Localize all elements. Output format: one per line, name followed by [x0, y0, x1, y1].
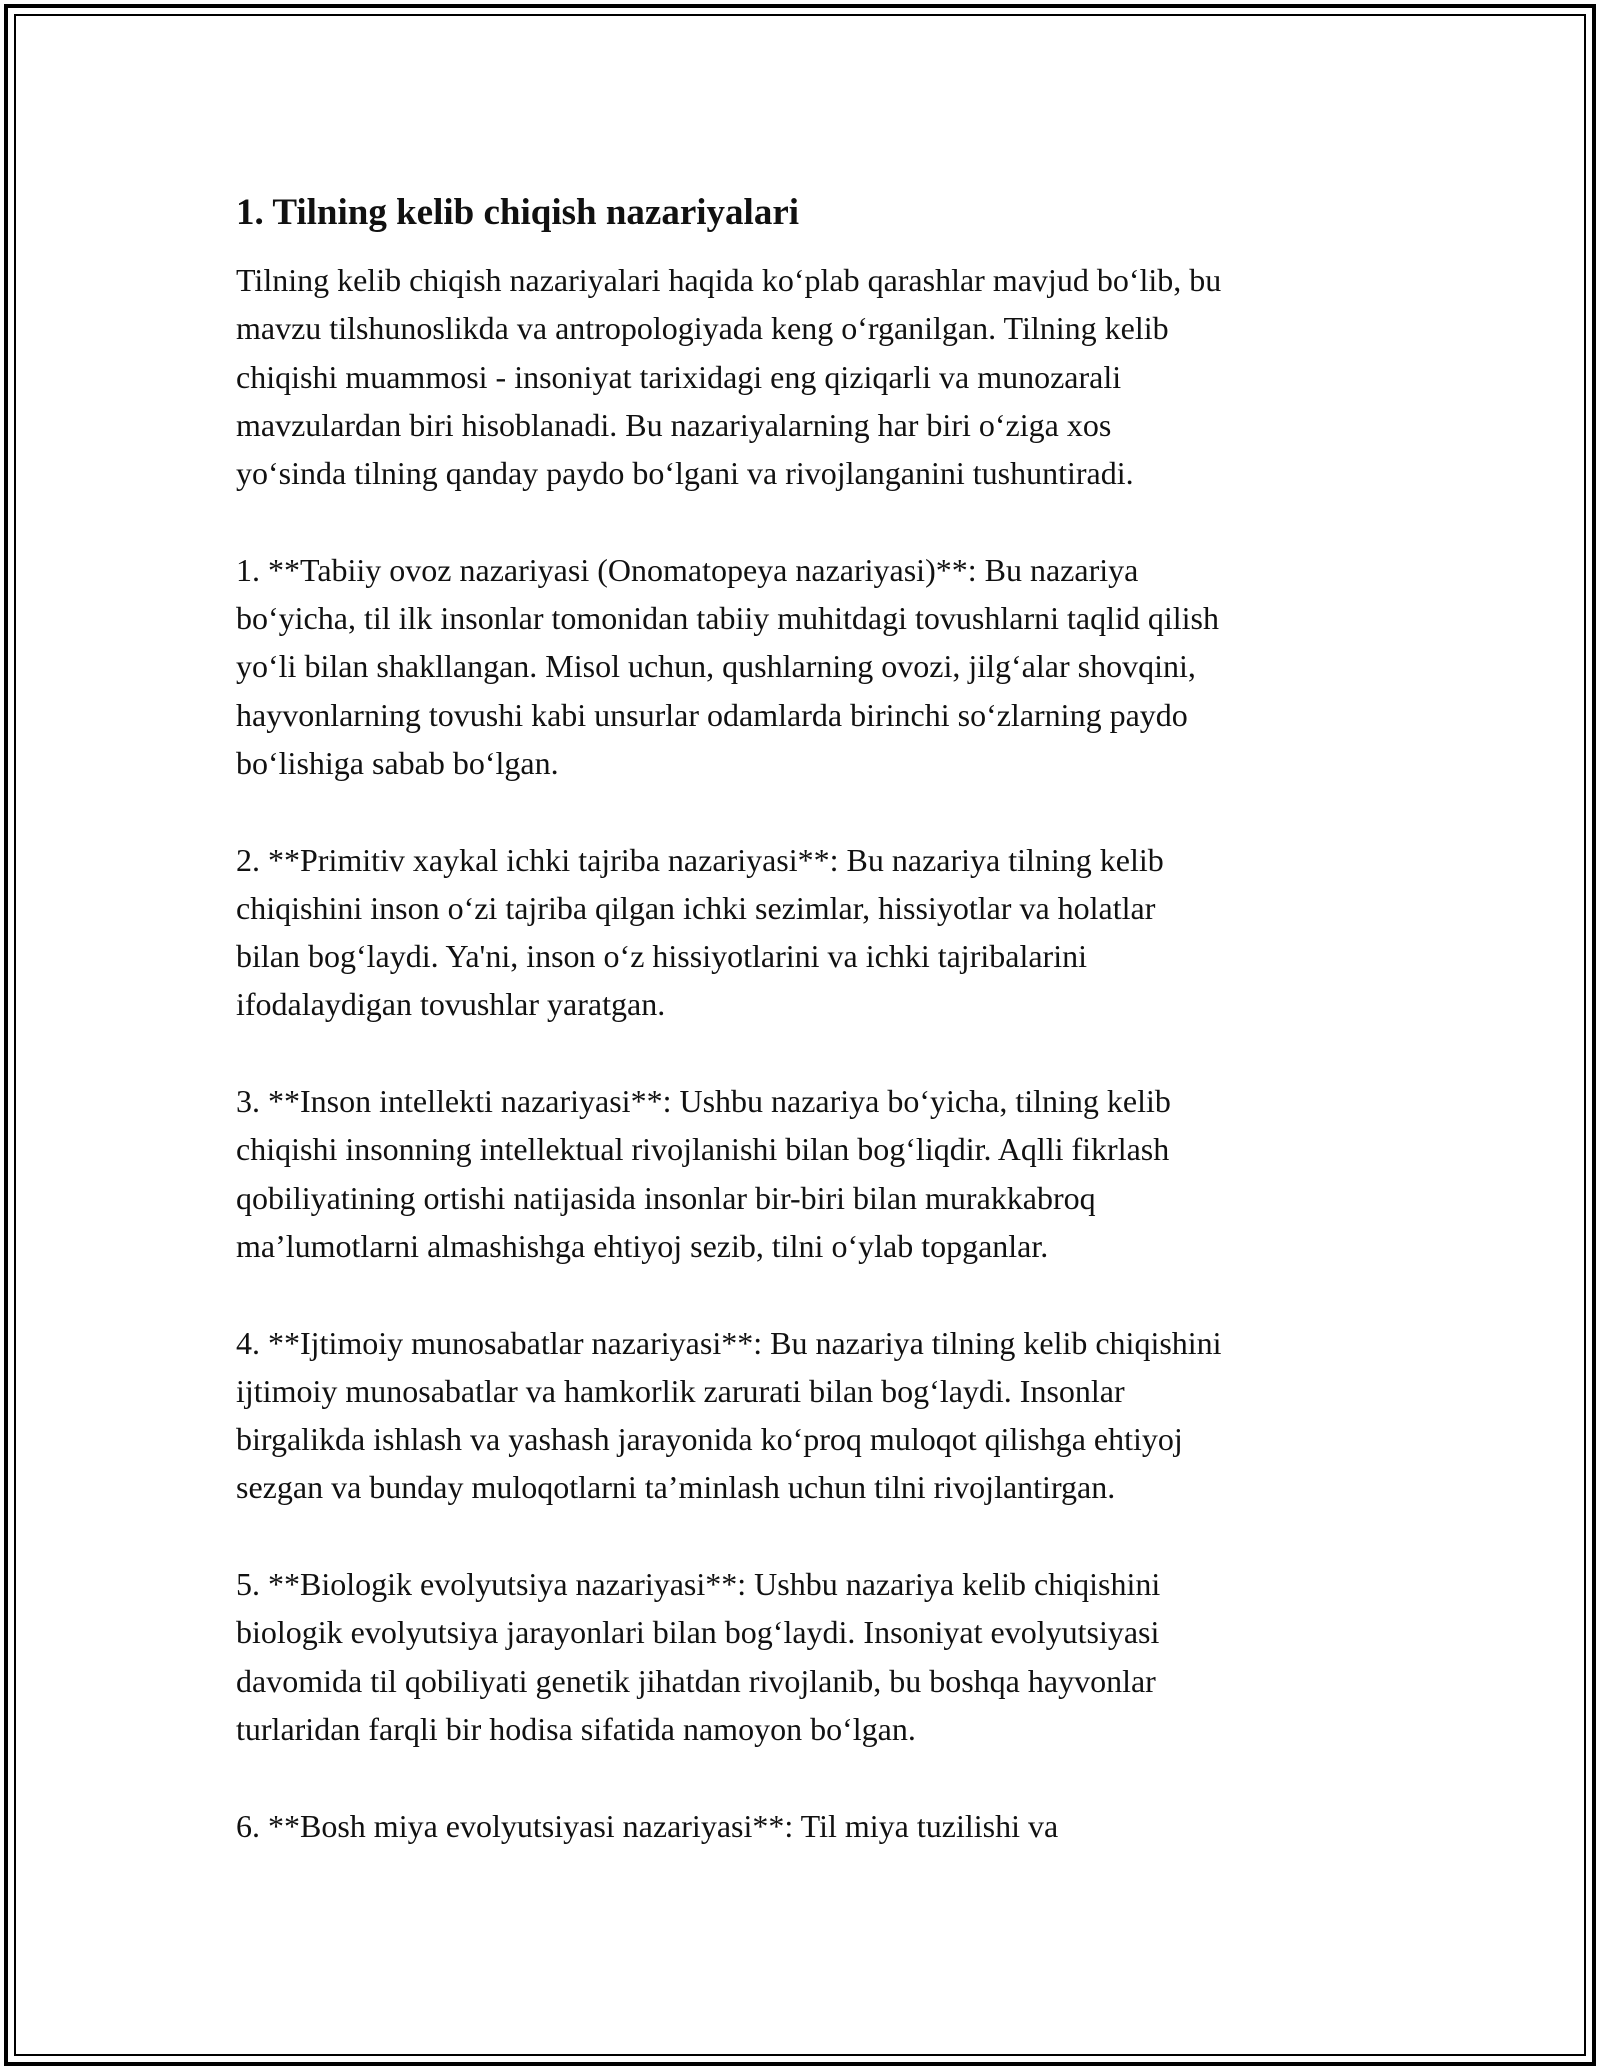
theory-paragraph-2: [236, 836, 1386, 1029]
theory-paragraph-6: [236, 1802, 1386, 1850]
text-line: biologik evolyutsiya jarayonlari bilan bog‘laydi. Insoniyat evolyutsiyasi: [236, 1614, 1160, 1651]
paragraph-gap: [236, 497, 1386, 545]
text-line: 2. **Primitiv xaykal ichki tajriba nazariyasi**: Bu nazariya tilning kelib: [236, 841, 1164, 878]
text-line: 4. **Ijtimoiy munosabatlar nazariyasi**: Bu nazariya tilning kelib chiqishini: [236, 1324, 1222, 1361]
paragraph-gap: [236, 1270, 1386, 1318]
text-line: yo‘sinda tilning qanday paydo bo‘lgani va rivojlanganini tushuntiradi.: [236, 455, 1134, 492]
text-line: chiqishi insonning intellektual rivojlanishi bilan bog‘liqdir. Aqlli fikrlash: [236, 1131, 1170, 1168]
theory-paragraph-3: [236, 1077, 1386, 1270]
text-line: turlaridan farqli bir hodisa sifatida namoyon bo‘lgan.: [236, 1710, 916, 1747]
intro-paragraph: [236, 256, 1386, 497]
theory-paragraph-4: [236, 1319, 1386, 1512]
text-line: davomida til qobiliyati genetik jihatdan rivojlanib, bu boshqa hayvonlar: [236, 1662, 1156, 1699]
section-heading: 1. Tilning kelib chiqish nazariyalari: [236, 192, 800, 233]
document-body: [236, 186, 1386, 1850]
text-line: hayvonlarning tovushi kabi unsurlar odamlarda birinchi so‘zlarning paydo: [236, 696, 1188, 733]
text-line: bo‘yicha, til ilk insonlar tomonidan tabiiy muhitdagi tovushlarni taqlid qilish: [236, 600, 1219, 637]
text-line: ma’lumotlarni almashishga ehtiyoj sezib, tilni o‘ylab topganlar.: [236, 1227, 1049, 1264]
text-line: chiqishi muammosi - insoniyat tarixidagi eng qiziqarli va munozarali: [236, 358, 1122, 395]
text-line: mavzu tilshunoslikda va antropologiyada keng o‘rganilgan. Tilning kelib: [236, 310, 1169, 347]
text-line: ijtimoiy munosabatlar va hamkorlik zarurati bilan bog‘laydi. Insonlar: [236, 1372, 1125, 1409]
text-line: birgalikda ishlash va yashash jarayonida ko‘proq muloqot qilishga ehtiyoj: [236, 1421, 1183, 1458]
text-line: yo‘li bilan shakllangan. Misol uchun, qushlarning ovozi, jilg‘alar shovqini,: [236, 648, 1196, 685]
text-line: ifodalaydigan tovushlar yaratgan.: [236, 986, 666, 1023]
paragraph-gap: [236, 1512, 1386, 1560]
text-line: 5. **Biologik evolyutsiya nazariyasi**: Ushbu nazariya kelib chiqishini: [236, 1566, 1161, 1603]
text-line: bilan bog‘laydi. Ya'ni, inson o‘z hissiyotlarini va ichki tajribalarini: [236, 938, 1087, 975]
text-line: 6. **Bosh miya evolyutsiyasi nazariyasi**: Til miya tuzilishi va: [236, 1807, 1059, 1844]
text-line: Tilning kelib chiqish nazariyalari haqida ko‘plab qarashlar mavjud bo‘lib, bu: [236, 262, 1222, 298]
text-line: sezgan va bunday muloqotlarni ta’minlash uchun tilni rivojlantirgan.: [236, 1469, 1116, 1506]
text-line: 3. **Inson intellekti nazariyasi**: Ushbu nazariya bo‘yicha, tilning kelib: [236, 1083, 1171, 1120]
text-line: mavzulardan biri hisoblanadi. Bu nazariyalarning har biri o‘ziga xos: [236, 406, 1112, 443]
paragraph-gap: [236, 1753, 1386, 1801]
theory-paragraph-1: [236, 546, 1386, 787]
text-line: qobiliyatining ortishi natijasida insonlar bir-biri bilan murakkabroq: [236, 1179, 1096, 1216]
paragraph-gap: [236, 787, 1386, 835]
text-line: chiqishini inson o‘zi tajriba qilgan ichki sezimlar, hissiyotlar va holatlar: [236, 889, 1156, 926]
text-line: bo‘lishiga sabab bo‘lgan.: [236, 744, 559, 781]
text-line: 1. **Tabiiy ovoz nazariyasi (Onomatopeya nazariyasi)**: Bu nazariya: [236, 551, 1139, 588]
paragraph-gap: [236, 1029, 1386, 1077]
theory-paragraph-5: [236, 1560, 1386, 1753]
